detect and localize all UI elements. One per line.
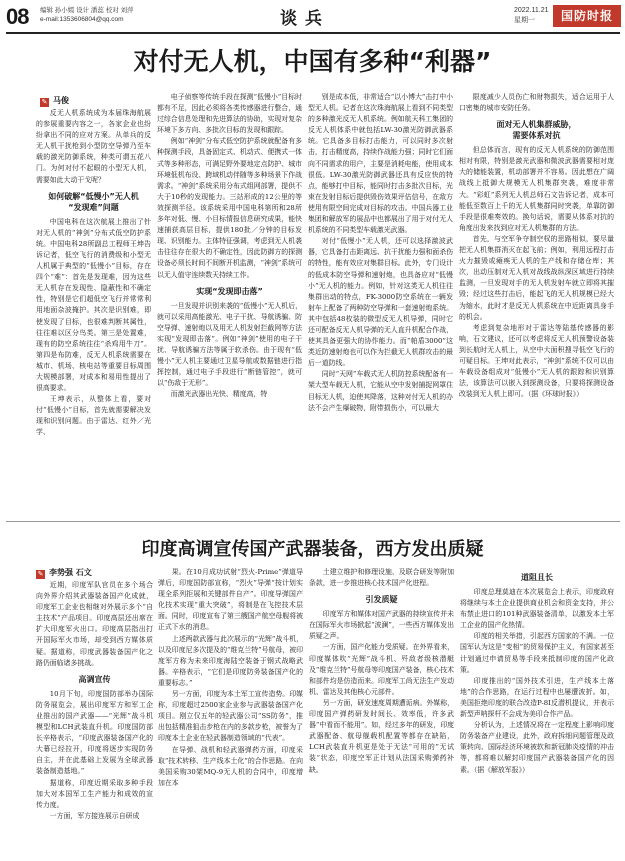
article2-column-1 — [36, 580, 153, 858]
paragraph: 而激光武器出光快、精度高，特 — [170, 390, 268, 399]
article1-headline: 对付无人机，中国有多种“利器” — [133, 47, 492, 76]
article1-column-3 — [308, 92, 453, 516]
header-divider — [6, 32, 620, 34]
subheading: 实现“发现即击落” — [196, 286, 263, 296]
article-divider — [6, 521, 620, 522]
subheading: 高调宣传 — [78, 674, 111, 684]
paragraph: 但总体而言，现有的反无人机系统的防御范围相对有限，特别是激光武器和微波武器需要相对庞大的储能装置，机动部署并不容易。因此想在广阔战线上抵御大规模无人机集群突袭，难度非常大。“彩虹”系列无人机总师石文告诉记者，成本可能低至数百上千的无人机集群同时突袭，单靠防御手段是很难奏效的。换句话说，需要从体系对抗的角度出发来找到应对无人机集群的方法。 — [459, 146, 614, 232]
article2-column-4 — [460, 567, 614, 858]
section-title: 谈兵 — [280, 9, 330, 29]
paragraph: 王坤表示，从整体上看，要对付“低慢小”目标，首先就需要解决发现和识别问题。由于雷达、红外／光学、 — [36, 395, 151, 437]
newspaper-logo: 国防时报 — [553, 5, 621, 27]
paragraph: 印度的相关举措，引起西方国家的不满。一位国军认为这是“变相”的贸易保护主义，有国家甚至计划通过申请贸易等手段来抵制印度的国产化政策。 — [460, 632, 614, 674]
article1-author: 马俊 — [53, 96, 69, 105]
paragraph: 别是成本低，非常适合“以小博大”击打中小型无人机。记者在这次珠海航展上看到不同类型的多种激光反无人机系统。例如航天科工集团的反无人机体系中就包括LW-30激光防御武器系统。它具备多目标打击能力，可以同时多次射击，打击精度高，持续作战能力强；同时它们面向不同需求的用户，主要是消耗电能，使用成本很低。LW-30激光防御武器还具有反应快的特点，能够打中目标，能同时打击多批次目标，光束在发射目标后提供毁伤效果评估信号，在敌方使用有限空间完成对目标的攻击。中国兵器工业集团和解放军的展品中也都展出了用于对付无人机系统的不同类型车载激光武器。 — [308, 93, 453, 235]
paragraph: 同时“天网”车载式无人机防控系统配备有一架大型车载无人机，它能从空中发射捕捉网罩住目标无人机，迫使其降落，这种对付无人机的办法不会产生爆破物，附带损伤小，可以最大 — [308, 370, 453, 412]
paragraph: 果。在10月成功试射“烈火-Prime”弹道导弹后，印度国防部宣称，“烈火”导弹“按计划实现全系列拒展和关键部件自产”。印度导弹国产化技术实现“重大突破”，将制是在飞控技术层面。同时，印度宣布了第三艘国产航空母舰将被正式下水的消息。 — [158, 568, 303, 632]
paragraph: 据道称，印度近期采取多种手段加大对本国军工生产能力和成效的宣传力度。 — [36, 778, 153, 809]
paragraph: 考虑到复杂地形对于雷达等陆基传感器的影响，石文建议，还可以考虑将反无人机预警设备装到长航时无人机上，从空中大面积搜寻低空飞行的可疑目标。王坤对此表示，“神剑”系统不仅可以由车载设备组成对“低慢小”无人机的跟踪和识别算法，该算法可以嵌入到探测设备，只要将探测设备改装到无人机上即可。（据《环球时报》） — [459, 323, 614, 399]
article2-headline: 印度高调宣传国产武器装备，西方发出质疑 — [141, 539, 484, 560]
paragraph: 一旦发现并识别来袭的“低慢小”无人机后，就可以采用高能激光、电子干扰、导航诱骗、防空导弹、速射炮以及用无人机发射拦截网等方法实现“发现即击落”。例如“神剑”使用的电子干扰、导航诱骗方法等属于软杀伤。由于现有“低慢小”无人机主要通过卫星导航或数据链进行指挥控制，通过电子手段进行“断链管控”，就可以“伤敌于无形”。 — [157, 301, 302, 388]
paragraph: 例如“神剑”分布式低空防护系统就配备有多种探测手段，具备固定式、机动式、便携式一体式等多种形态，可满足野外要地定点防护、城市环境低机布设、跨域机动伴随等多种场景下作战需求。“神剑”系统采用分布式组网部署，提供不大于10秒的发现能力。三站形成的12公里的等效探测半径。该系统采用中国电科第所和28所多年对低、慢、小目标情报信息研究成果，能快速捕获高层目标，提供180批／分钟的目标发现、识别能力。主体特征强调，考虑到无人机袭击往往存在很大的不确定性，因此防御方的探测设备必须长时间不间断开机监测，“神剑”系统可以无人值守连续数天持续工作。 — [157, 137, 302, 279]
subheading: 如何破解“低慢小”无人机 “发现难”问题 — [48, 191, 139, 212]
paragraph: 首先，与空军争夺制空权的思路相似，要尽量把无人机集群消灭在起飞前；例如，利用远程打击火力摧毁或瘫痪无人机的生产线和存储仓库；其次，出动压制对无人机对战线战纵深区域进行持续监测，一旦发现对手的无人机发射车就立即将其摧毁；经过这些打击后，能起飞的无人机规模已经大为缩水，此时才是反无人机系统在中近距离具身手的机会。 — [459, 234, 614, 321]
article1-column-1 — [36, 108, 151, 516]
paragraph: 上述两款武器与此次展示的“光辉”战斗机，以及印度尼多次提及的“维克兰特”号航母，被印度军方称为未来印度海陆空装备于钢式战略武器。辛格表示，“它们是印度防务装备国产化的重要标志。” — [158, 634, 303, 687]
paragraph: 近期，印度军队官员在多个场合向外界介绍其武器装备国产化成就，印度军工企业也相继对外展示多个“自主技术”产品项目。印度高层还出席在扩大印度军火出口。印度高层指出打开国际军火市场，却受到西方媒体质疑。据道称，印度武器装备国产化之路仍面临诸多挑战。 — [36, 581, 153, 667]
byline-pen-icon: ✎ — [37, 570, 44, 578]
paragraph: 一方面，军方接连展示自研成 — [49, 811, 140, 820]
subheading: 引发质疑 — [365, 595, 398, 605]
paragraph: 分析认为，上述情况将在一定程度上影响印度防务装备产业建设，此外，政府拆细问题管理及政策转向、国际经济环境被软和新冠肺炎疫情的冲击等，都将难以解封印度国产武器装备国产化的因素。（据《解放军报》） — [460, 721, 614, 774]
paragraph: 限度减少人员伤亡和财物损失，适合运用于人口密集的城市安防任务。 — [459, 93, 614, 113]
date-text: 2022.11.21 — [514, 7, 549, 14]
editor-info — [40, 6, 134, 24]
weekday-text: 星期一 — [514, 17, 535, 24]
paragraph: 印度军方和媒体对国产武器的持续宣传并未在国际军火市场掀起“波澜”，一些西方媒体发出质疑之声。 — [309, 610, 454, 641]
subheading: 面对无人机集群威胁， 需要体系对抗 — [496, 120, 577, 141]
subheading: 道阻且长 — [521, 573, 553, 582]
paragraph: 电子侦察等传统手段在探测“低慢小”目标时都有不足，因此必须将各类传感器进行整合，通过综合信息处理和先进算法的协助，实现对复杂环境下多方向、多批次目标的发现和跟踪。 — [157, 93, 302, 135]
paragraph: 印度推出的“国外技术引进，生产线本土落地”的合作思路，在运行过程中也屡遭波折。如，美国拒绝印度的联合改造P-8I反潜机提议，并表示新型声呐探杆不会成为美印合作产品。 — [460, 676, 614, 719]
article2-authors: 李势强 石文 — [49, 568, 92, 577]
issue-date — [514, 6, 549, 26]
paragraph: 对付“低慢小”无人机，还可以选择激波武器，它具备打击距离远、抗干扰能力强和面杀伤的特性，能有效应对集群目标。此外，专门设计的低成本防空导弹和速射炮，也具备应对“低慢小”无人机的能力。例如，针对这类无人机往往集群出动的特点，FK-3000防空系统在一辆发射车上配备了两种防空导弹和一套速射炮系统。其中包括48枚装的微型反无人机导弹，同时它还可配备反无人机导弹的无人直升机配合作战，使其具备更强大的协作能力。而“帕盾3000”这类近防速射炮也可以作为拦截无人机群攻击的最后一道防线。 — [308, 237, 453, 368]
paragraph: 中国电科在这次航展上推出了针对无人机的“神剑”分布式低空防护系统。中国电科28所副总工程师王坤告诉记者，低空飞行的消费级和小型无人机属于典型的“低慢小”目标，存在四个“难”：首先是发现难，因为这些无人机存在发现性、隐蔽性和不确定性，特别是它们超低空飞行并常常利用地面杂波掩护。其次是识别难，即使发现了目标，也很难判断其属性，往往难以区分鸟类。第三是处置难，现有的防空系统往往“杀鸡用牛刀”。第四是布防难，反无人机系统需要在城市、机场、核电站等重要目标周围大规模部署，对成本和易用性提出了很高要求。 — [36, 217, 151, 393]
article2-column-3 — [309, 567, 454, 858]
paragraph: 反无人机系统成为本届珠海航展的参展重要内容之一，各家企业也纷纷拿出不同的应对方案。从单兵的反无人机干扰枪到小型防空导弹乃至车载的激光防御系统，种类可谓五花八门。为何对付不起眼的小型无人机，需要如此大动干戈呢？ — [36, 109, 151, 184]
paragraph: 印度总理莫迪在本次展览会上表示，印度政府将继续与本土企业提供商业机会和资金支持，并公布禁止进口的101种武器装备清单，以激发本土军工企业的国产化热情。 — [460, 588, 614, 630]
editor-line: 编辑 孙小嫣 设计 潘蕊 校对 刘萍 — [40, 7, 134, 14]
article1-column-4 — [459, 92, 614, 516]
paragraph: 10月下旬，印度国防部举办国际防务展览会，展出印度军方和军工企业推出的国产武器——“光辉”战斗机模型和LCH武装直升机。印度国防部长辛格表示，“印度武器装备国产化的大幕已经拉开，印度将逐步实现防务自主，并在此基础上发展为全球武器装备制造基地。” — [36, 689, 153, 776]
article2-column-2 — [158, 567, 303, 858]
article2-byline — [36, 567, 92, 579]
paragraph: 另一方面，印度为本土军工宣传造势。印媒称，印度超过2500家企业参与武器装备国产化项目。刚立仅五年的轻武器公司“SS防务”，推出包括精准狙击步枪在内的多款步枪，被誉为了印度本土企业在轻武器制造领域的“代表”。 — [158, 690, 303, 743]
byline-pen-icon: ✎ — [41, 98, 48, 106]
paragraph: 另一方面，研发速度周期遭诟病。外媒称，印度国产弹药研发时间长、效率低，许多武器“中看而不能用”。如，经过多年的研发，印度武器配备、航母舰载机配置等都存在缺陷，LCH武装直升机更是处于无法“可用的”无试装“状态，印度空军正计划从法国采购弹药补缺。 — [309, 698, 454, 774]
paragraph: 土建立维护和修理设施、及联合研发等附加条款，进一步推进核心技术国产化进程。 — [309, 568, 454, 588]
email-line: e-mail:1353606804@qq.com — [40, 16, 124, 23]
article1-column-2 — [157, 92, 302, 516]
paragraph: 一方面，国产化能力受质疑。在外界看来，印度媒体吹“光辉”战斗机、歼敌者级核潜艇及“维克兰特”号航母等印度国产装备，核心技术和部件均是仿造而来。印度军工尚无法生产发动机、雷达及其他核心元部件。 — [309, 643, 454, 696]
page-number: 08 — [6, 4, 29, 29]
page-header — [0, 0, 625, 34]
article1-byline — [40, 95, 69, 107]
paragraph: 在导弹、战机和轻武器弹药方面，印度采取“技术转移、生产线本土化”的合作思路。在向美国采购30架MQ-9无人机的合同中，印度增加在本 — [158, 745, 303, 787]
